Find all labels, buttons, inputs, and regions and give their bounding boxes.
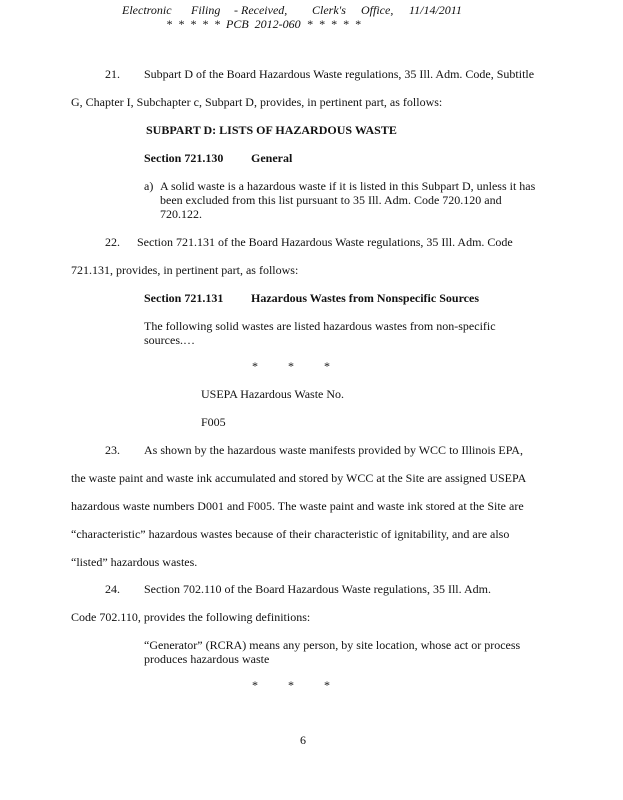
- section-721-131-title: Hazardous Wastes from Nonspecific Sources: [251, 291, 479, 305]
- ellipsis-star: *: [324, 359, 330, 373]
- header-date: 11/14/2011: [409, 3, 462, 17]
- paragraph-22-number: 22.: [105, 235, 120, 249]
- usepa-waste-label: USEPA Hazardous Waste No.: [201, 387, 345, 401]
- ellipsis-star: *: [324, 678, 330, 692]
- header-clerks: Clerk's: [312, 3, 346, 17]
- generator-definition-line-1: “Generator” (RCRA) means any person, by site location, whose act or process: [144, 638, 521, 652]
- paragraph-24-line-1: Section 702.110 of the Board Hazardous Waste regulations, 35 Ill. Adm.: [144, 582, 491, 596]
- header-filing: Filing: [191, 3, 221, 17]
- section-721-131-text-line-2: sources.…: [144, 333, 195, 347]
- paragraph-23-line-1: As shown by the hazardous waste manifests provided by WCC to Illinois EPA,: [144, 443, 523, 457]
- paragraph-23-line-4: “characteristic” hazardous wastes because of their characteristic of ignitability, and are also: [71, 527, 510, 541]
- paragraph-22-line-1: Section 721.131 of the Board Hazardous Waste regulations, 35 Ill. Adm. Code: [137, 235, 513, 249]
- paragraph-23-line-2: the waste paint and waste ink accumulated and stored by WCC at the Site are assigned USEPA: [71, 471, 527, 485]
- paragraph-24-line-2: Code 702.110, provides the following definitions:: [71, 610, 311, 624]
- header-office: Office,: [361, 3, 394, 17]
- paragraph-22-line-2: 721.131, provides, in pertinent part, as follows:: [71, 263, 299, 277]
- section-721-131-number: Section 721.131: [144, 291, 224, 305]
- header-electronic: Electronic: [122, 3, 172, 17]
- paragraph-23-line-5: “listed” hazardous wastes.: [71, 555, 198, 569]
- ellipsis-star: *: [288, 359, 294, 373]
- ellipsis-star: *: [252, 678, 258, 692]
- item-a-line-2: been excluded from this list pursuant to 35 Ill. Adm. Code 720.120 and: [160, 193, 502, 207]
- paragraph-21-number: 21.: [105, 67, 120, 81]
- paragraph-21-line-1: Subpart D of the Board Hazardous Waste regulations, 35 Ill. Adm. Code, Subtitle: [144, 67, 535, 81]
- subpart-heading: SUBPART D: LISTS OF HAZARDOUS WASTE: [146, 123, 397, 137]
- section-721-131-text-line-1: The following solid wastes are listed hazardous wastes from non-specific: [144, 319, 496, 333]
- paragraph-21-line-2: G, Chapter I, Subchapter c, Subpart D, provides, in pertinent part, as follows:: [71, 95, 443, 109]
- page-number: 6: [300, 733, 306, 747]
- waste-code-f005: F005: [201, 415, 226, 429]
- section-721-130-title: General: [251, 151, 293, 165]
- section-721-130-number: Section 721.130: [144, 151, 224, 165]
- item-a-line-3: 720.122.: [160, 207, 202, 221]
- paragraph-24-number: 24.: [105, 582, 120, 596]
- generator-definition-line-2: produces hazardous waste: [144, 652, 270, 666]
- ellipsis-star: *: [252, 359, 258, 373]
- item-a-label: a): [144, 179, 154, 193]
- header-received: - Received,: [234, 3, 288, 17]
- paragraph-23-line-3: hazardous waste numbers D001 and F005. The waste paint and waste ink stored at the Site are: [71, 499, 524, 513]
- item-a-line-1: A solid waste is a hazardous waste if it is listed in this Subpart D, unless it has: [160, 179, 536, 193]
- ellipsis-star: *: [288, 678, 294, 692]
- header-case-line: * * * * * PCB 2012-060 * * * * *: [166, 17, 361, 31]
- paragraph-23-number: 23.: [105, 443, 120, 457]
